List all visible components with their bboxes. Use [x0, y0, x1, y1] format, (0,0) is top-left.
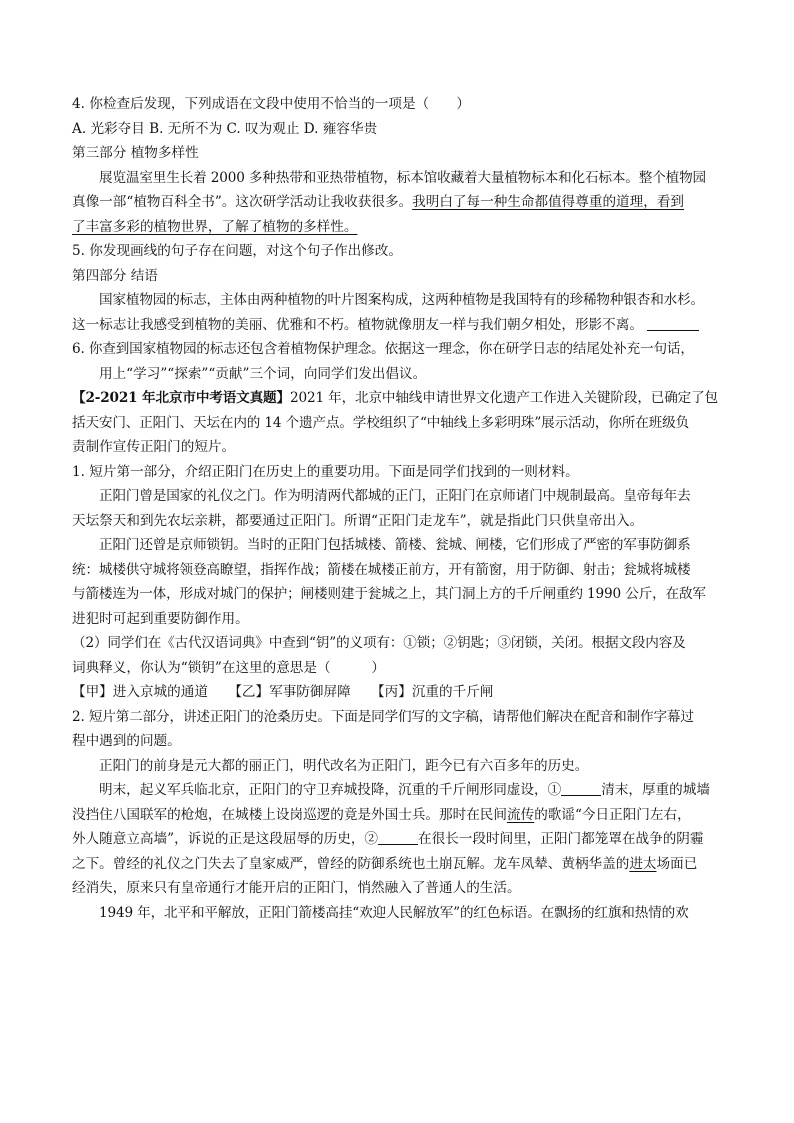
question-6: 6. 你查到国家植物园的标志还包含着植物保护理念。依据这一理念，你在研学日志的结尾处补充一句话， — [72, 341, 694, 357]
section-4-heading: 第四部分 结语 — [72, 267, 158, 284]
underlined-word: 流传 — [507, 806, 535, 823]
text-span: 外人随意立高墙”，诉说的正是这段屈辱的历史，② — [72, 831, 379, 847]
paragraph-line — [72, 313, 724, 338]
underlined-word: 进太 — [629, 855, 657, 872]
paragraph-line: 括天安门、正阳门、天坛在内的 14 个遗产点。学校组织了“中轴线上多彩明珠”展示活动，你所在班级负 — [72, 414, 690, 431]
document-page — [72, 92, 724, 925]
text-span: 明末，起义军兵临北京，正阳门的守卫弃城投降，沉重的千斤闸形同虚设，① — [99, 782, 562, 798]
question-5: 5. 你发现画线的句子存在问题，对这个句子作出修改。 — [72, 243, 402, 259]
source-line — [72, 386, 724, 411]
question-2: 2. 短片第二部分，讲述正阳门的沧桑历史。下面是同学们写的文字稿，请帮他们解决在配音和制作字幕过 — [72, 708, 694, 725]
text-span: 的歌谣“今日正阳门左右， — [534, 806, 691, 823]
answer-blank-2 — [378, 830, 418, 845]
paragraph-line — [72, 215, 724, 240]
paragraph-line — [72, 803, 724, 828]
underlined-sentence: 我明白了每一种生命都值得尊重的道理，看到 — [412, 194, 685, 210]
paragraph-line: 天坛祭天和到先农坛亲耕，都要通过正阳门。所谓“正阳门走龙车”，就是指此门只供皇帝出入。 — [72, 512, 644, 529]
question-4: 4. 你检查后发现，下列成语在文段中使用不恰当的一项是（ ） — [72, 96, 470, 112]
paragraph-line: 展览温室里生长着 2000 多种热带和亚热带植物，标本馆收藏着大量植物标本和化石标本。整个植物园 — [99, 169, 706, 186]
paragraph-line: 正阳门还曾是京师锁钥。当时的正阳门包括城楼、箭楼、瓮城、闸楼，它们形成了严密的军事防御系 — [99, 537, 691, 553]
paragraph-line: 经消失，原来只有皇帝通行才能开启的正阳门，悄然融入了普通人的生活。 — [72, 880, 521, 896]
paragraph-line: 国家植物园的标志，主体由两种植物的叶片图案构成，这两种植物是我国特有的珍稀物种银杏和水杉。 — [99, 292, 704, 308]
question-1-2: （2）同学们在《古代汉语词典》中查到“钥”的义项有：①锁；②钥匙；③闭锁，关闭。根据文段内容及 — [72, 635, 686, 651]
paragraph-line: 正阳门的前身是元大都的丽正门，明代改名为正阳门，距今已有六百多年的历史。 — [99, 757, 589, 774]
paragraph-line: 1949 年，北平和平解放，正阳门箭楼高挂“欢迎人民解放军”的红色标语。在飘扬的红旗和热情的欢 — [99, 904, 689, 921]
question-2-cont: 程中遇到的问题。 — [72, 733, 181, 749]
paragraph-line — [72, 190, 724, 215]
text-span: 清末，厚重的城墙 — [601, 782, 710, 798]
text-span: 在很长一段时间里，正阳门都笼罩在战争的阴霾 — [418, 831, 704, 847]
text-span: 2021 年，北京中轴线申请世界文化遗产工作进入关键阶段，已确定了包 — [289, 390, 718, 406]
paragraph-line: 责制作宣传正阳门的短片。 — [72, 439, 236, 455]
question-1: 1. 短片第一部分，介绍正阳门在历史上的重要功用。下面是同学们找到的一则材料。 — [72, 463, 579, 480]
question-4-options: A. 光彩夺目 B. 无所不为 C. 叹为观止 D. 雍容华贵 — [72, 120, 378, 137]
paragraph-line — [72, 852, 724, 877]
paragraph-line: 与箭楼连为一体，形成对城门的保护；闸楼则建于瓮城之上，其门洞上方的千斤闸重约 1990 公斤，在敌军 — [72, 586, 706, 602]
text-span: 之下。曾经的礼仪之门失去了皇家威严，曾经的防御系统也土崩瓦解。龙车凤辇、黄柄华盖的 — [72, 855, 630, 872]
source-tag: 【2-2021 年北京市中考语文真题】 — [72, 390, 290, 406]
section-3-heading: 第三部分 植物多样性 — [72, 145, 199, 161]
paragraph-line: 正阳门曾是国家的礼仪之门。作为明清两代都城的正门，正阳门在京师诸门中规制最高。皇帝每年去 — [99, 488, 691, 504]
question-1-2-options: 【甲】进入京城的通道 【乙】军事防御屏障 【丙】沉重的千斤闸 — [72, 684, 494, 700]
answer-blank-1 — [561, 781, 601, 796]
paragraph-line: 进犯时可起到重要防御作用。 — [72, 610, 249, 627]
paragraph-line — [72, 827, 724, 852]
underlined-sentence: 了丰富多彩的植物世界，了解了植物的多样性。 — [72, 218, 358, 235]
question-1-2-cont: 词典释义，你认为“锁钥”在这里的意思是（ ） — [72, 659, 385, 676]
paragraph-line — [72, 778, 724, 803]
paragraph-line: 统：城楼供守城将领登高瞭望，指挥作战；箭楼在城楼正前方，开有箭窗，用于防御、射击；瓮城将城楼 — [72, 561, 691, 578]
question-6-cont: 用上“学习”“探索”“贡献”三个词，向同学们发出倡议。 — [99, 365, 427, 382]
text-span: 真像一部“植物百科全书”。这次研学活动让我收获很多。 — [72, 194, 413, 210]
text-span: 这一标志让我感受到植物的美丽、优雅和不朽。植物就像朋友一样与我们朝夕相处，形影不离。 — [72, 316, 643, 333]
text-span: 没挡住八国联军的枪炮，在城楼上设岗巡逻的竟是外国士兵。那时在民间 — [72, 806, 507, 823]
answer-blank — [647, 316, 699, 331]
text-span: 场面已 — [656, 855, 698, 872]
